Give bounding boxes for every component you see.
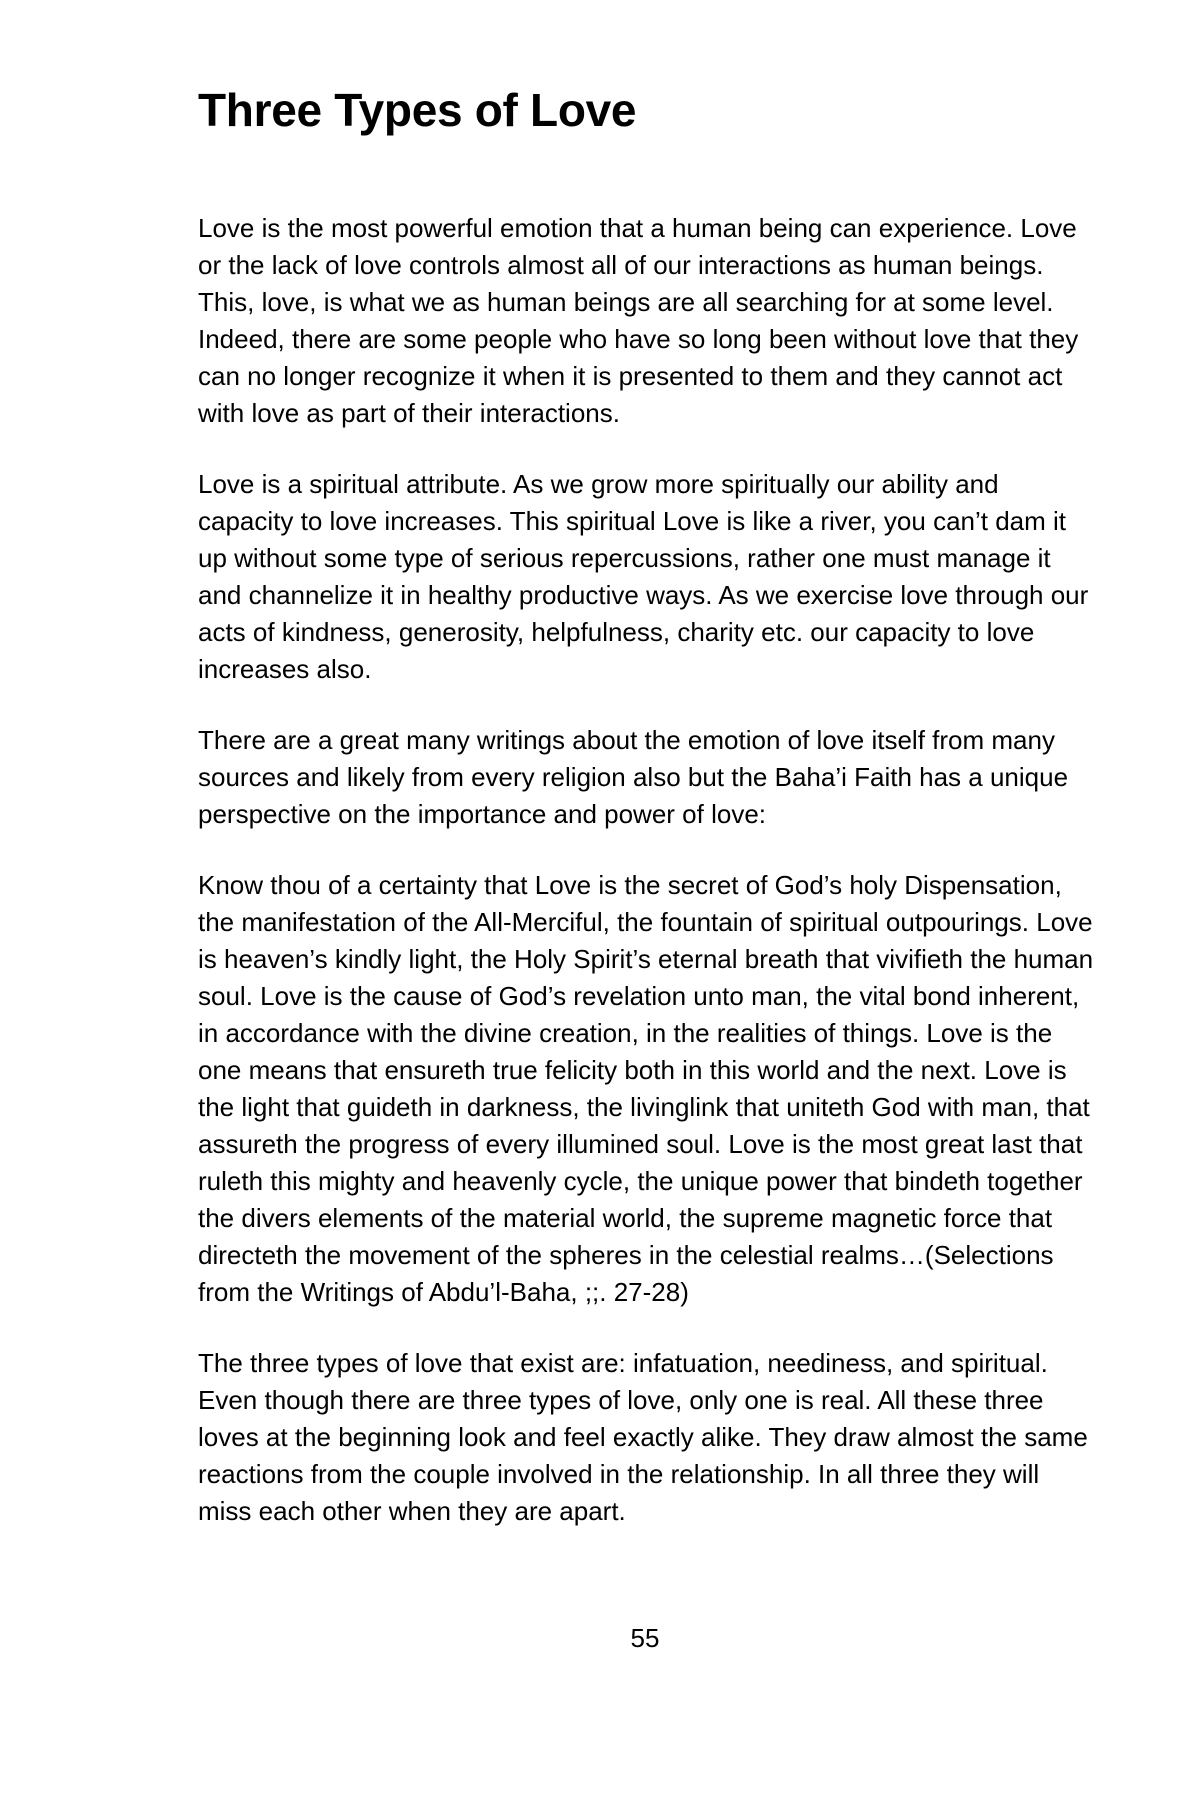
paragraph-three-types: The three types of love that exist are: infatuation, neediness, and spiritual. Even though there are three types of love, only one is real. All these three loves at the beginning look and feel exactly alike. They draw almost the same reactions from the couple involved in the relationship. In all three they will miss each other when they are apart. [198,1348,1088,1526]
paragraph-quotation: Know thou of a certainty that Love is the secret of God’s holy Dispensation, the manifestation of the All-Merciful, the fountain of spiritual outpourings. Love is heaven’s kindly light, the Holy Spirit’s eternal breath that vivifieth the human soul. Love is the cause of God’s revelation unto man, the vital bond inherent, in accordance with the divine creation, in the realities of things. Love is the one means that ensureth true felicity both in this world and the next. Love is the light that guideth in darkness, the livinglink that uniteth God with man, that assureth the progress of every illumined soul. Love is the most great last that ruleth this mighty and heavenly cycle, the unique power that bindeth together the divers elements of the material world, the supreme magnetic force that directeth the movement of the spheres in the celestial realms…(Selections from the Writings of Abdu’l-Baha, ;;. 27-28) [198,870,1094,1307]
paragraph-spiritual-attribute: Love is a spiritual attribute. As we grow more spiritually our ability and capacity to love increases. This spiritual Love is like a river, you can’t dam it up without some type of serious repercussions, rather one must manage it and channelize it in healthy productive ways. As we exercise love through our acts of kindness, generosity, helpfulness, charity etc. our capacity to love increases also. [198,469,1089,684]
page-number: 55 [630,1623,660,1653]
paragraph-writings: There are a great many writings about the emotion of love itself from many sources and likely from every religion also but the Baha’i Faith has a unique perspective on the importance and power of love: [198,725,1069,829]
paragraph-intro: Love is the most powerful emotion that a human being can experience. Love or the lack of love controls almost all of our interactions as human beings. This, love, is what we as human beings are all searching for at some level. Indeed, there are some people who have so long been without love that they can no longer recognize it when it is presented to them and they cannot act with love as part of their interactions. [198,213,1079,428]
page-title: Three Types of Love [198,84,637,136]
body-text [198,210,1096,1564]
